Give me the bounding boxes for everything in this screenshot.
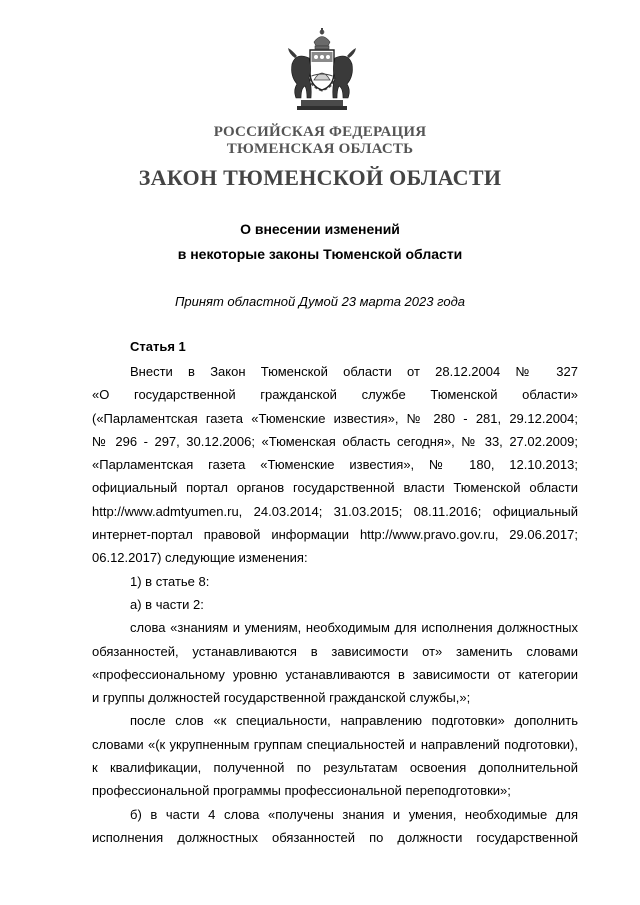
body-line: исполнения должностных обязанностей по должности государственной (92, 829, 578, 845)
adoption-note: Принят областной Думой 23 марта 2023 года (175, 294, 465, 309)
body-line: «профессиональному уровню устанавливаются в зависимости от категории (92, 666, 578, 682)
body-line: Внести в Закон Тюменской области от 28.12.2004 № 327 (130, 364, 578, 379)
law-title-line-2: в некоторые законы Тюменской области (177, 246, 463, 262)
body-line: № 296 - 297, 30.12.2006; «Тюменская область сегодня», № 33, 27.02.2009; (92, 433, 578, 449)
body-line: обязанностей, устанавливаются в зависимости от» заменить словами (92, 643, 578, 659)
law-title-line-1: О внесении изменений (240, 221, 400, 237)
article-heading: Статья 1 (130, 339, 186, 354)
body-line: 1) в статье 8: (130, 573, 210, 589)
body-line: после слов «к специальности, направлению подготовки» дополнить (130, 713, 578, 729)
body-line: «Парламентская газета «Тюменские известия», № 180, 12.10.2013; (92, 457, 578, 473)
body-line: а) в части 2: (130, 596, 204, 612)
article-body (92, 360, 578, 849)
tyumen-coat-of-arms-emblem (283, 28, 361, 112)
body-line: 06.12.2017) следующие изменения: (92, 550, 308, 566)
body-line: («Парламентская газета «Тюменские известия», № 280 - 281, 29.12.2004; (92, 410, 578, 426)
body-line: http://www.admtyumen.ru, 24.03.2014; 31.03.2015; 08.11.2016; официальный (92, 503, 578, 519)
body-line: к квалификации, полученной по результатам освоения дополнительной (92, 760, 578, 776)
body-line: официальный портал органов государственной власти Тюменской области (92, 480, 578, 496)
body-line: профессиональной программы профессиональной переподготовки»; (92, 783, 511, 799)
law-heading: ЗАКОН ТЮМЕНСКОЙ ОБЛАСТИ (138, 165, 502, 190)
header-country: РОССИЙСКАЯ ФЕДЕРАЦИЯ (213, 124, 427, 140)
body-line: «О государственной гражданской службе Тюменской области» (92, 387, 578, 403)
header-region: ТЮМЕНСКАЯ ОБЛАСТЬ (226, 141, 414, 157)
body-line: слова «знаниям и умениям, необходимым для исполнения должностных (130, 620, 578, 636)
body-line: словами «(к укрупненным группам специальностей и направлений подготовки), (92, 736, 578, 752)
body-line: интернет-портал правовой информации http://www.pravo.gov.ru, 29.06.2017; (92, 527, 578, 543)
body-line: и группы должностей государственной гражданской службы,»; (92, 690, 471, 706)
body-line: б) в части 4 слова «получены знания и умения, необходимые для (130, 806, 578, 822)
